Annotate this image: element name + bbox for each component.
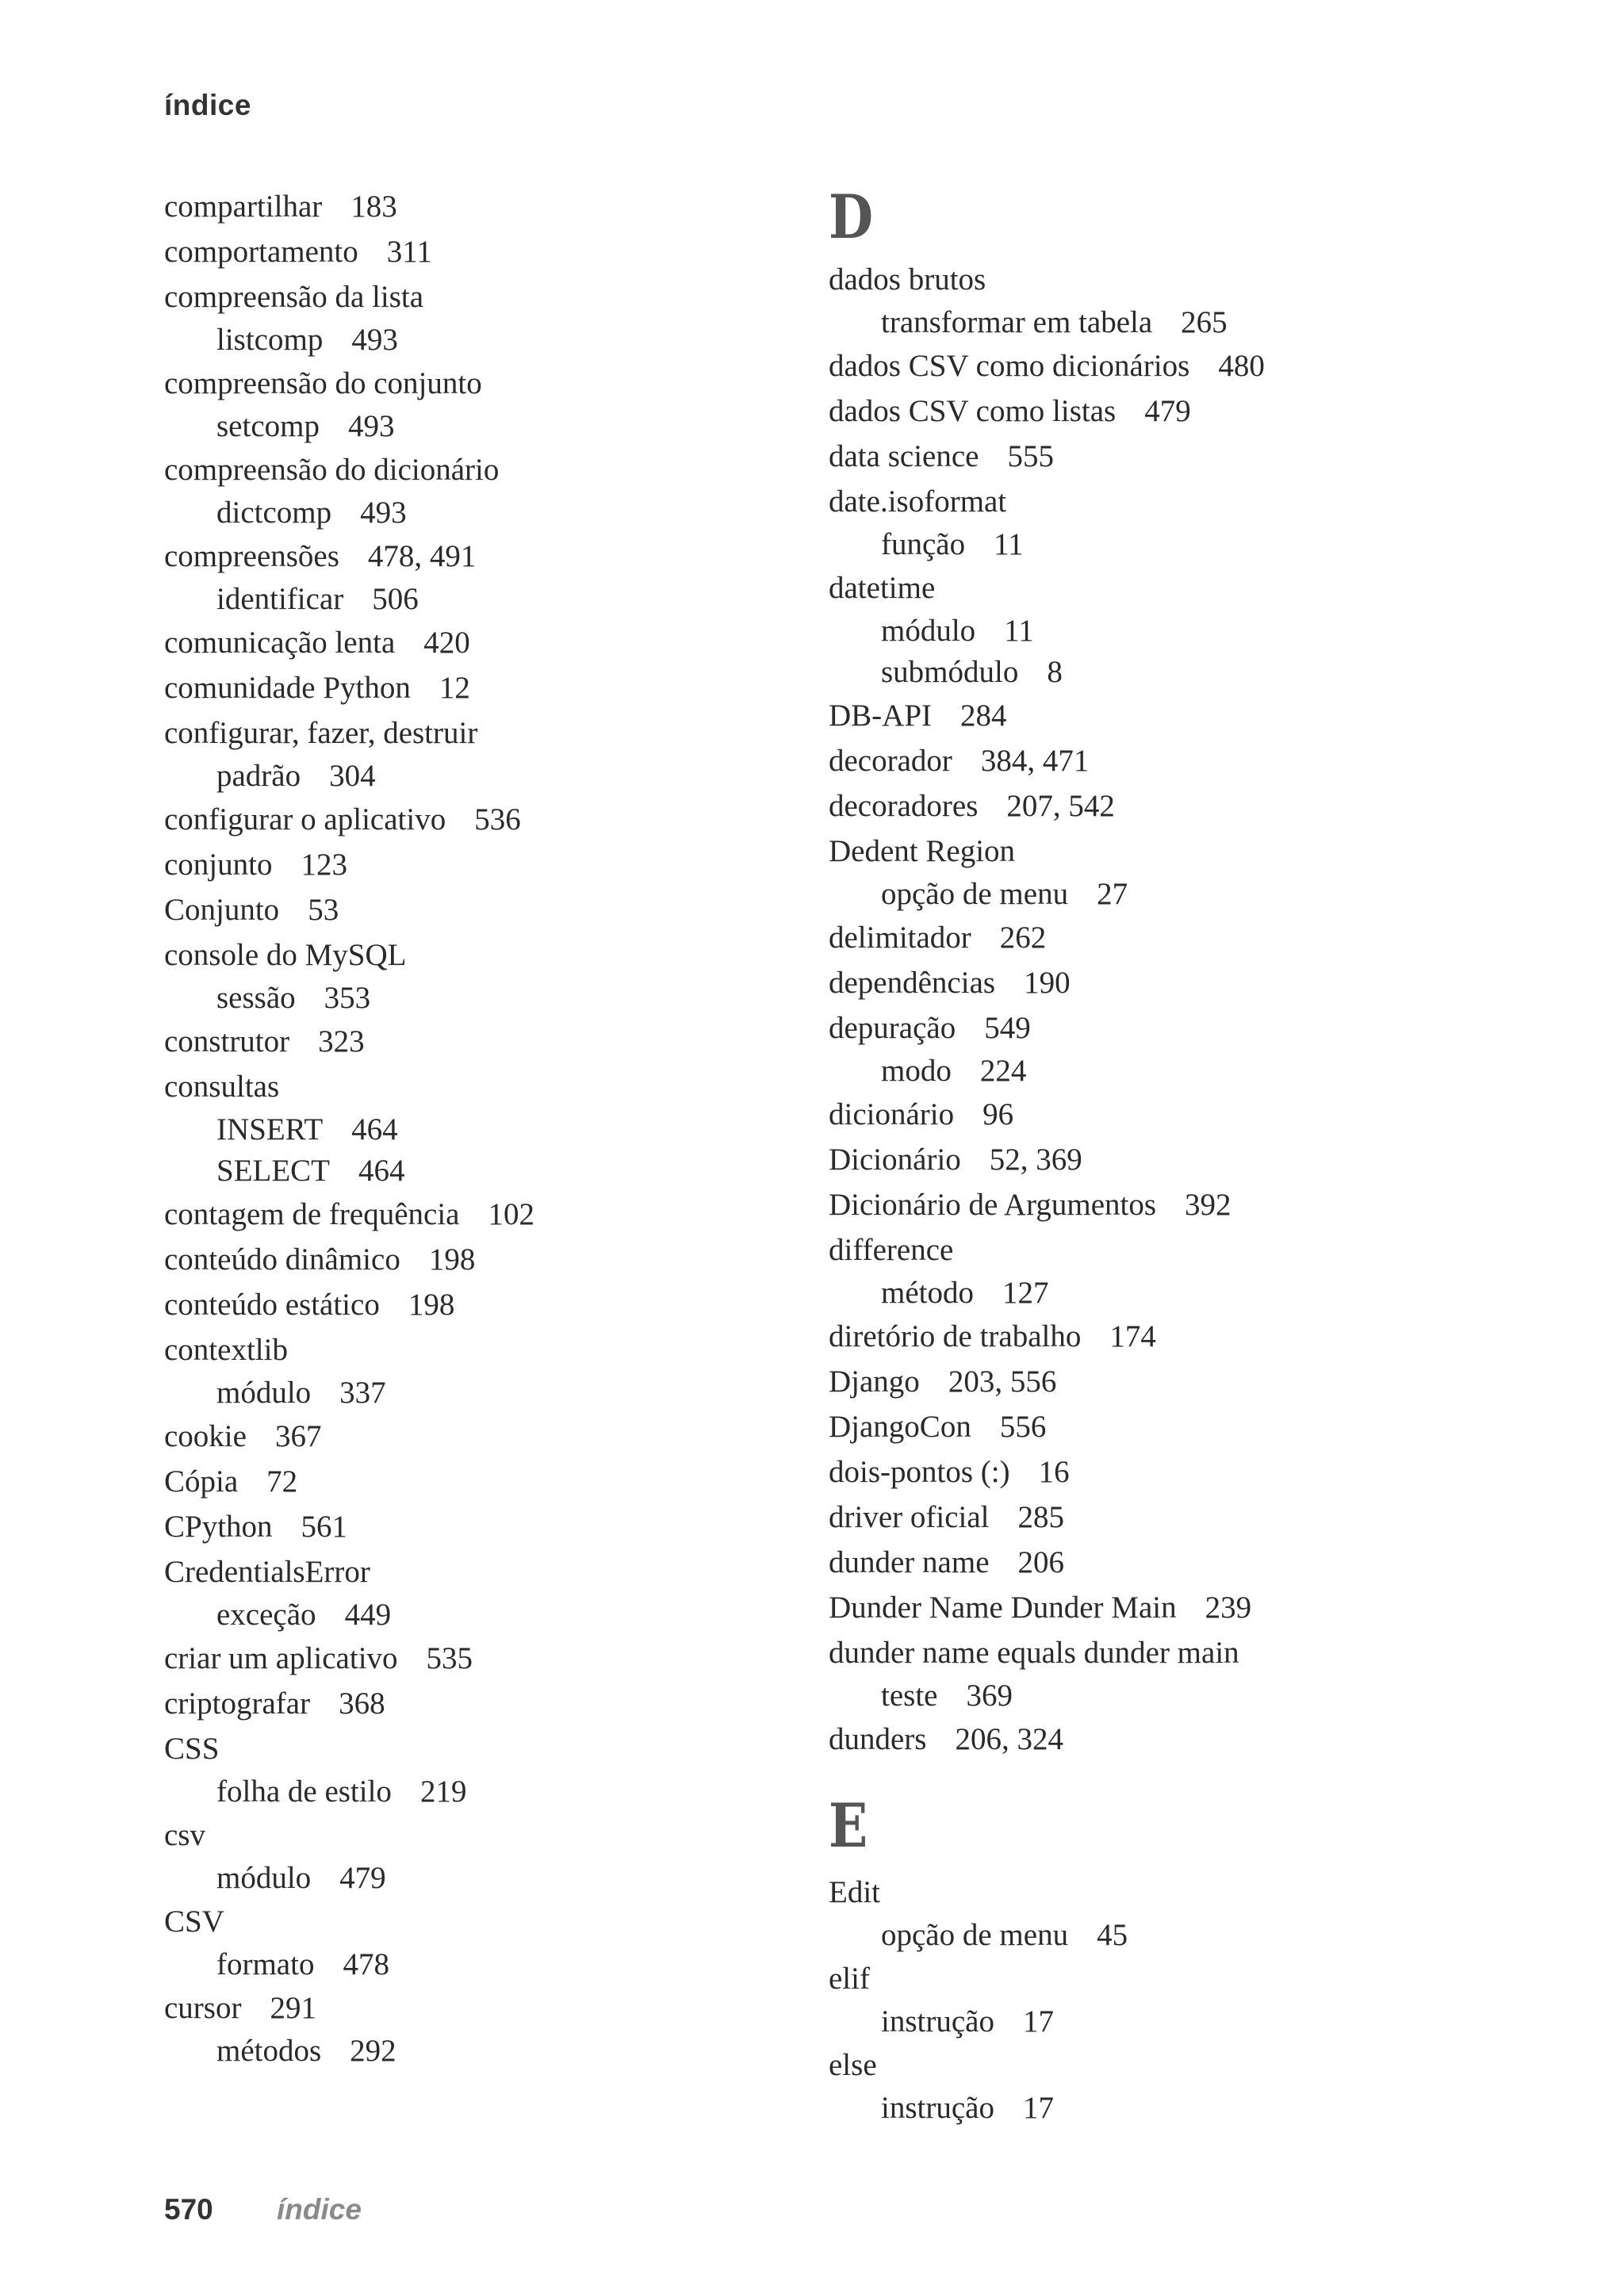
index-term: INSERT [216, 1112, 324, 1146]
index-page-refs: 190 [1024, 966, 1071, 1000]
index-entry [164, 887, 799, 932]
index-page-refs: 384, 471 [980, 744, 1090, 778]
index-page-refs: 493 [351, 323, 398, 357]
index-subentry [164, 579, 799, 620]
index-term: elif [829, 1962, 870, 1996]
index-entry [164, 1726, 799, 1771]
index-subentry [829, 1051, 1463, 1092]
index-entry [829, 1956, 1463, 2001]
index-page-refs: 96 [982, 1097, 1014, 1131]
page-number: 570 [164, 2193, 213, 2226]
index-entry [829, 2042, 1463, 2088]
index-page-refs: 206, 324 [955, 1722, 1063, 1756]
index-term: cursor [164, 1991, 242, 2025]
index-page-refs: 265 [1181, 305, 1228, 339]
index-entry [829, 1359, 1463, 1404]
index-page-refs: 493 [347, 409, 395, 443]
index-page-refs: 11 [994, 527, 1024, 561]
index-term: CredentialsError [164, 1555, 370, 1589]
index-term: diretório de trabalho [829, 1319, 1082, 1353]
index-page-refs: 556 [999, 1410, 1047, 1444]
index-page-refs: 183 [350, 189, 397, 224]
index-term: folha de estilo [216, 1774, 392, 1809]
index-term: sessão [216, 981, 296, 1015]
index-entry [164, 1459, 799, 1504]
index-term: dicionário [829, 1097, 955, 1131]
page-footer [164, 2193, 362, 2226]
index-entry [829, 1182, 1463, 1227]
index-page-refs: 8 [1047, 655, 1063, 689]
index-entry [164, 1636, 799, 1681]
index-term: criar um aplicativo [164, 1641, 398, 1675]
index-subentry [164, 756, 799, 797]
index-term: datetime [829, 571, 936, 605]
index-entry [829, 1717, 1463, 1762]
index-entry [164, 620, 799, 665]
index-term: Dedent Region [829, 834, 1016, 868]
index-term: compartilhar [164, 189, 323, 224]
index-term: módulo [216, 1376, 312, 1410]
index-entry [164, 665, 799, 710]
index-page-refs: 102 [488, 1197, 534, 1231]
index-entry [164, 1899, 799, 1944]
index-page-refs: 555 [1007, 439, 1054, 473]
index-term: criptografar [164, 1686, 311, 1721]
index-term: cookie [164, 1419, 247, 1453]
index-entry [829, 389, 1463, 434]
index-page-refs: 174 [1109, 1319, 1156, 1353]
index-subentry [164, 1594, 799, 1636]
index-subentry [829, 1273, 1463, 1314]
index-subentry [164, 492, 799, 534]
index-entry [164, 1192, 799, 1237]
index-term: dependências [829, 966, 996, 1000]
index-term: conjunto [164, 848, 273, 882]
index-page-refs: 480 [1218, 349, 1265, 383]
index-page-refs: 535 [426, 1641, 473, 1675]
index-term: Dunder Name Dunder Main [829, 1591, 1177, 1625]
index-entry [829, 1870, 1463, 1915]
index-entry [164, 842, 799, 887]
index-term: modo [881, 1054, 952, 1088]
index-subentry [829, 1675, 1463, 1717]
index-term: configurar o aplicativo [164, 802, 446, 836]
index-term: DjangoCon [829, 1410, 971, 1444]
index-page-refs: 52, 369 [989, 1143, 1082, 1177]
index-page-refs: 369 [966, 1679, 1013, 1713]
section-letter: D [829, 182, 874, 252]
index-page-refs: 284 [960, 699, 1007, 733]
index-term: dois-pontos (:) [829, 1455, 1010, 1489]
index-page-refs: 368 [339, 1686, 385, 1721]
index-term: métodos [216, 2034, 322, 2068]
index-term: decoradores [829, 789, 979, 823]
index-term: else [829, 2048, 877, 2082]
index-term: dictcomp [216, 496, 332, 530]
index-entry [829, 1585, 1463, 1630]
index-entry [164, 1282, 799, 1327]
footer-title: índice [277, 2193, 362, 2226]
index-entry [829, 1404, 1463, 1449]
index-entry [164, 1681, 799, 1726]
index-term: configurar, fazer, destruir [164, 716, 478, 750]
index-term: DB-API [829, 699, 933, 733]
index-page-refs: 493 [360, 496, 407, 530]
index-term: transformar em tabela [881, 305, 1153, 339]
index-entry [829, 1449, 1463, 1495]
index-entry [829, 257, 1463, 302]
index-entry [829, 915, 1463, 960]
index-term: função [881, 527, 966, 561]
index-page-refs: 506 [372, 582, 419, 616]
index-term: conteúdo estático [164, 1288, 380, 1322]
index-term: Conjunto [164, 893, 280, 927]
index-page-refs: 392 [1185, 1188, 1231, 1222]
index-entry [829, 1227, 1463, 1273]
index-term: formato [216, 1947, 315, 1981]
index-entry [829, 1314, 1463, 1359]
index-term: dunder name [829, 1545, 990, 1579]
index-term: dunders [829, 1722, 927, 1756]
index-entry [829, 1540, 1463, 1585]
index-subentry [829, 2001, 1463, 2042]
index-term: dados brutos [829, 262, 986, 297]
index-entry [829, 693, 1463, 738]
index-entry [829, 565, 1463, 611]
index-page-refs: 198 [428, 1242, 476, 1277]
index-entry [164, 447, 799, 492]
index-subentry [829, 2088, 1463, 2129]
index-page-refs: 478 [343, 1947, 389, 1981]
index-page-refs: 219 [419, 1774, 467, 1809]
index-page-refs: 17 [1022, 2091, 1054, 2125]
index-page-refs: 198 [408, 1288, 455, 1322]
index-term: CPython [164, 1510, 273, 1544]
index-entry [164, 1064, 799, 1109]
index-page-refs: 17 [1022, 2004, 1054, 2038]
index-page-refs: 549 [984, 1011, 1031, 1045]
index-subentry [164, 1771, 799, 1813]
index-term: delimitador [829, 921, 971, 955]
index-page-refs: 207, 542 [1006, 789, 1115, 823]
index-page-refs: 203, 556 [948, 1365, 1057, 1399]
index-term: opção de menu [881, 877, 1069, 911]
index-term: teste [881, 1679, 938, 1713]
index-page-refs: 337 [339, 1376, 386, 1410]
index-term: instrução [881, 2004, 994, 2038]
index-entry [829, 783, 1463, 829]
index-term: contagem de frequência [164, 1197, 460, 1231]
index-subentry [829, 302, 1463, 343]
index-term: módulo [881, 614, 976, 648]
index-term: driver oficial [829, 1500, 990, 1534]
index-entry [164, 1019, 799, 1064]
index-page-refs: 127 [1002, 1276, 1049, 1310]
index-term: CSV [164, 1904, 224, 1939]
index-page-refs: 561 [301, 1510, 348, 1544]
index-subentry [829, 874, 1463, 915]
index-term: SELECT [216, 1154, 330, 1188]
index-term: comunicação lenta [164, 626, 396, 660]
index-page-refs: 45 [1097, 1918, 1128, 1952]
index-page-refs: 123 [301, 848, 347, 882]
index-page-refs: 72 [266, 1464, 298, 1499]
index-entry [164, 1504, 799, 1549]
index-column-left [164, 184, 799, 2072]
index-entry [829, 343, 1463, 389]
index-entry [164, 361, 799, 406]
index-term: construtor [164, 1024, 290, 1058]
index-term: consultas [164, 1070, 280, 1104]
index-term: listcomp [216, 323, 324, 357]
index-term: exceção [216, 1598, 316, 1632]
index-entry [164, 1327, 799, 1372]
index-page-refs: 353 [324, 981, 371, 1015]
index-page-refs: 449 [344, 1598, 392, 1632]
index-subentry [164, 406, 799, 447]
index-page-refs: 479 [1144, 394, 1191, 428]
index-entry [164, 710, 799, 756]
index-term: comunidade Python [164, 671, 411, 705]
index-page-refs: 536 [474, 802, 521, 836]
index-term: comportamento [164, 235, 358, 269]
index-entry [829, 960, 1463, 1005]
index-entry [829, 829, 1463, 874]
index-subentry [164, 320, 799, 361]
index-term: submódulo [881, 655, 1019, 689]
index-page-refs: 239 [1205, 1591, 1252, 1625]
index-term: padrão [216, 759, 301, 793]
index-page-refs: 367 [274, 1419, 322, 1453]
index-entry [164, 1985, 799, 2031]
section-letter: E [829, 1790, 868, 1861]
index-term: instrução [881, 2091, 994, 2125]
index-page-refs: 27 [1097, 877, 1128, 911]
index-entry [829, 1495, 1463, 1540]
index-term: dados CSV como dicionários [829, 349, 1190, 383]
index-entry [829, 1137, 1463, 1182]
index-entry [829, 1630, 1463, 1675]
index-term: depuração [829, 1011, 956, 1045]
index-entry [829, 1092, 1463, 1137]
index-page-refs: 304 [329, 759, 376, 793]
index-term: difference [829, 1233, 954, 1267]
index-page-refs: 420 [423, 626, 470, 660]
index-column-right [829, 184, 1463, 2129]
index-term: Dicionário de Argumentos [829, 1188, 1157, 1222]
index-term: Edit [829, 1875, 880, 1909]
index-term: módulo [216, 1861, 312, 1895]
index-subentry [829, 611, 1463, 652]
index-entry [164, 1237, 799, 1282]
index-page-refs: 16 [1038, 1455, 1070, 1489]
index-page-refs: 291 [270, 1991, 316, 2025]
index-page-refs: 224 [979, 1054, 1027, 1088]
index-subentry [164, 1858, 799, 1899]
index-term: compreensão do conjunto [164, 366, 482, 400]
index-entry [829, 738, 1463, 783]
index-entry [829, 1005, 1463, 1051]
index-term: Dicionário [829, 1143, 961, 1177]
index-page-refs: 53 [308, 893, 339, 927]
index-subentry [829, 652, 1463, 693]
index-entry [164, 1414, 799, 1459]
index-term: CSS [164, 1732, 220, 1766]
index-subentry [829, 524, 1463, 565]
index-entry [164, 229, 799, 274]
index-term: data science [829, 439, 979, 473]
index-page-refs: 285 [1017, 1500, 1064, 1534]
index-entry [164, 1813, 799, 1858]
index-term: compreensão da lista [164, 280, 424, 314]
index-subentry [164, 2031, 799, 2072]
running-head: índice [164, 89, 251, 121]
index-term: console do MySQL [164, 938, 407, 972]
index-subentry [164, 978, 799, 1019]
index-term: setcomp [216, 409, 320, 443]
index-page-refs: 479 [339, 1861, 386, 1895]
index-term: Django [829, 1365, 920, 1399]
index-subentry [829, 1915, 1463, 1956]
index-entry [164, 797, 799, 842]
index-page-refs: 12 [439, 671, 470, 705]
index-page-refs: 292 [350, 2034, 396, 2068]
index-page-refs: 262 [999, 921, 1047, 955]
index-term: contextlib [164, 1333, 288, 1367]
index-term: decorador [829, 744, 952, 778]
index-term: Cópia [164, 1464, 239, 1499]
index-subentry [164, 1372, 799, 1414]
index-page-refs: 323 [318, 1024, 365, 1058]
index-subentry [164, 1150, 799, 1192]
index-entry [829, 479, 1463, 524]
index-entry [164, 932, 799, 978]
index-term: opção de menu [881, 1918, 1069, 1952]
index-term: identificar [216, 582, 344, 616]
index-page-refs: 478, 491 [367, 539, 477, 573]
index-page-refs: 206 [1017, 1545, 1065, 1579]
index-term: dunder name equals dunder main [829, 1636, 1239, 1670]
index-term: método [881, 1276, 974, 1310]
index-entry [164, 184, 799, 229]
index-subentry [164, 1109, 799, 1150]
index-entry [164, 534, 799, 579]
index-entry [164, 1549, 799, 1594]
index-term: csv [164, 1818, 205, 1852]
index-term: compreensão do dicionário [164, 453, 500, 487]
index-page-refs: 11 [1004, 614, 1034, 648]
index-term: compreensões [164, 539, 339, 573]
index-term: conteúdo dinâmico [164, 1242, 400, 1277]
index-page-refs: 464 [351, 1112, 398, 1146]
index-term: dados CSV como listas [829, 394, 1116, 428]
index-subentry [164, 1944, 799, 1985]
index-page-refs: 311 [386, 235, 432, 269]
index-page-refs: 464 [358, 1154, 405, 1188]
index-entry [829, 434, 1463, 479]
index-entry [164, 274, 799, 320]
index-term: date.isoformat [829, 484, 1007, 519]
